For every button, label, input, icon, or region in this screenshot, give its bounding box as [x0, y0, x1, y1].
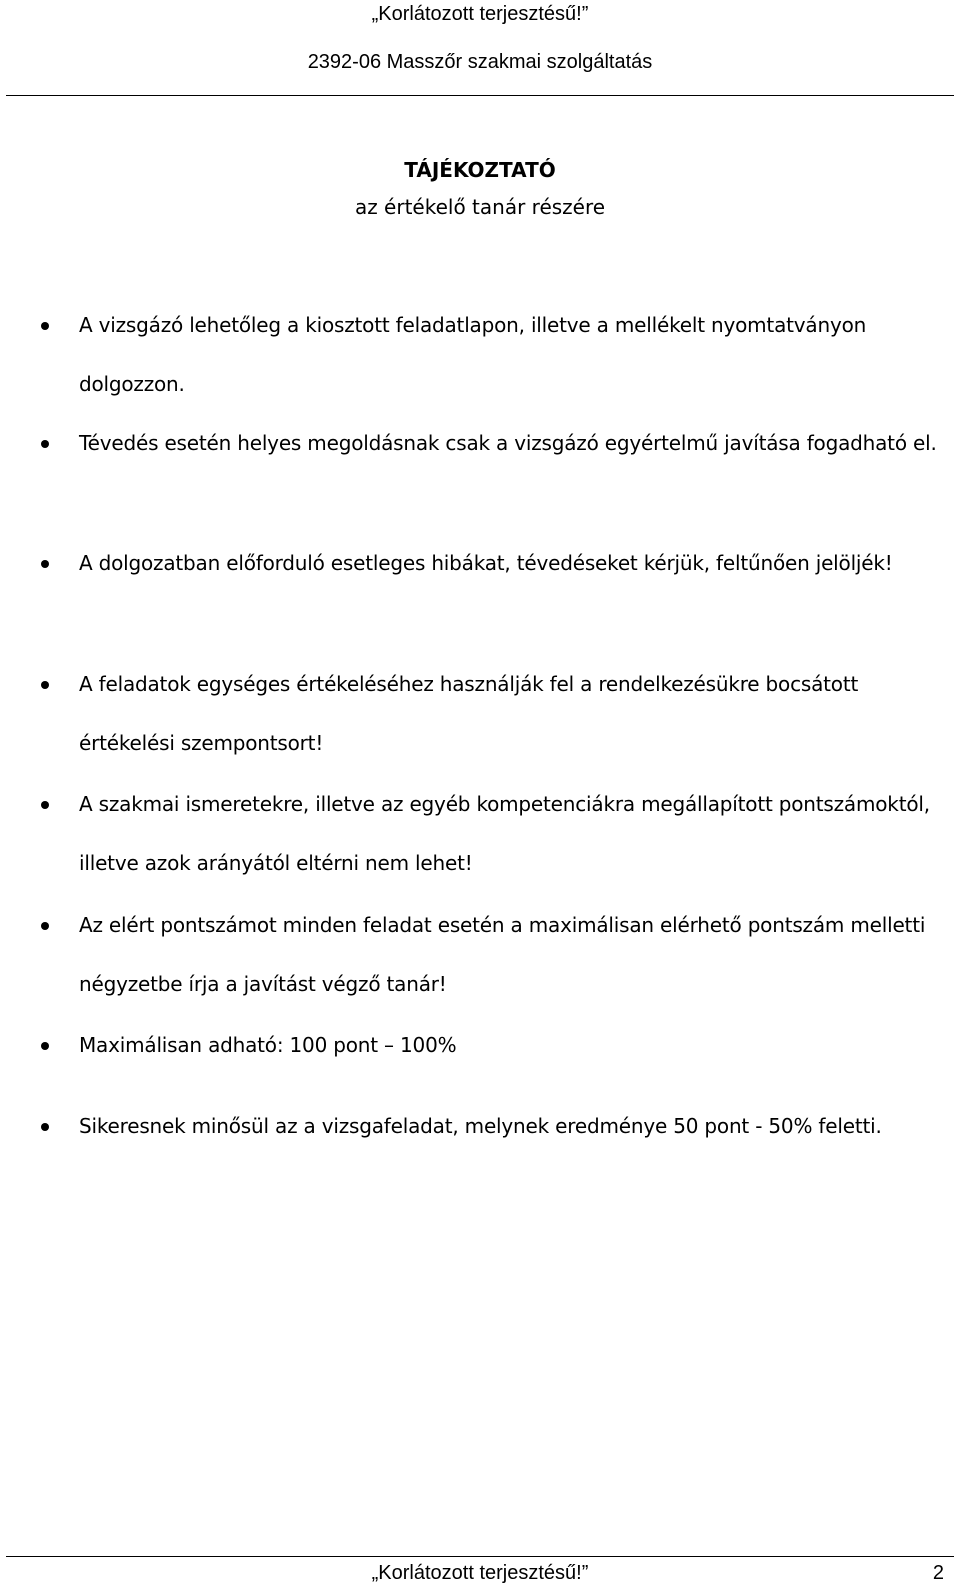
bullet-icon	[41, 922, 49, 930]
page-number: 2	[932, 1562, 944, 1584]
page-title: TÁJÉKOZTATÓ	[404, 158, 556, 182]
list-item-text: A vizsgázó lehetőleg a kiosztott feladatlapon, illetve a mellékelt nyomtatványon dolgozzon.	[79, 313, 867, 396]
footer-restriction-notice: „Korlátozott terjesztésű!”	[371, 1562, 589, 1584]
bullet-icon	[41, 440, 49, 448]
header-restriction-notice: „Korlátozott terjesztésű!”	[371, 3, 589, 25]
bullet-icon	[41, 1123, 49, 1131]
page-subtitle: az értékelő tanár részére	[354, 195, 606, 219]
bullet-icon	[41, 560, 49, 568]
footer-divider	[6, 1556, 954, 1557]
header-divider	[6, 95, 954, 96]
list-item-text: Tévedés esetén helyes megoldásnak csak a vizsgázó egyértelmű javítása fogadható el.	[79, 431, 937, 455]
list-item-text: A szakmai ismeretekre, illetve az egyéb kompetenciákra megállapított pontszámoktól, illetve azok arányától eltérni nem lehet!	[79, 792, 930, 875]
list-item-text: Az elért pontszámot minden feladat esetén a maximálisan elérhető pontszám melletti négyzetbe írja a javítást végző tanár!	[79, 913, 926, 996]
bullet-icon	[41, 1042, 49, 1050]
list-item-text: Maximálisan adható: 100 pont – 100%	[79, 1033, 457, 1057]
bullet-icon	[41, 801, 49, 809]
bullet-icon	[41, 322, 49, 330]
list-item-text: A dolgozatban előforduló esetleges hibákat, tévedéseket kérjük, feltűnően jelöljék!	[79, 551, 893, 575]
bullet-icon	[41, 681, 49, 689]
list-item-text: A feladatok egységes értékeléséhez használják fel a rendelkezésükre bocsátott értékelési szempontsort!	[79, 672, 859, 755]
list-item-text: Sikeresnek minősül az a vizsgafeladat, melynek eredménye 50 pont - 50% feletti.	[79, 1114, 882, 1138]
header-exam-title: 2392-06 Masszőr szakmai szolgáltatás	[307, 51, 653, 73]
